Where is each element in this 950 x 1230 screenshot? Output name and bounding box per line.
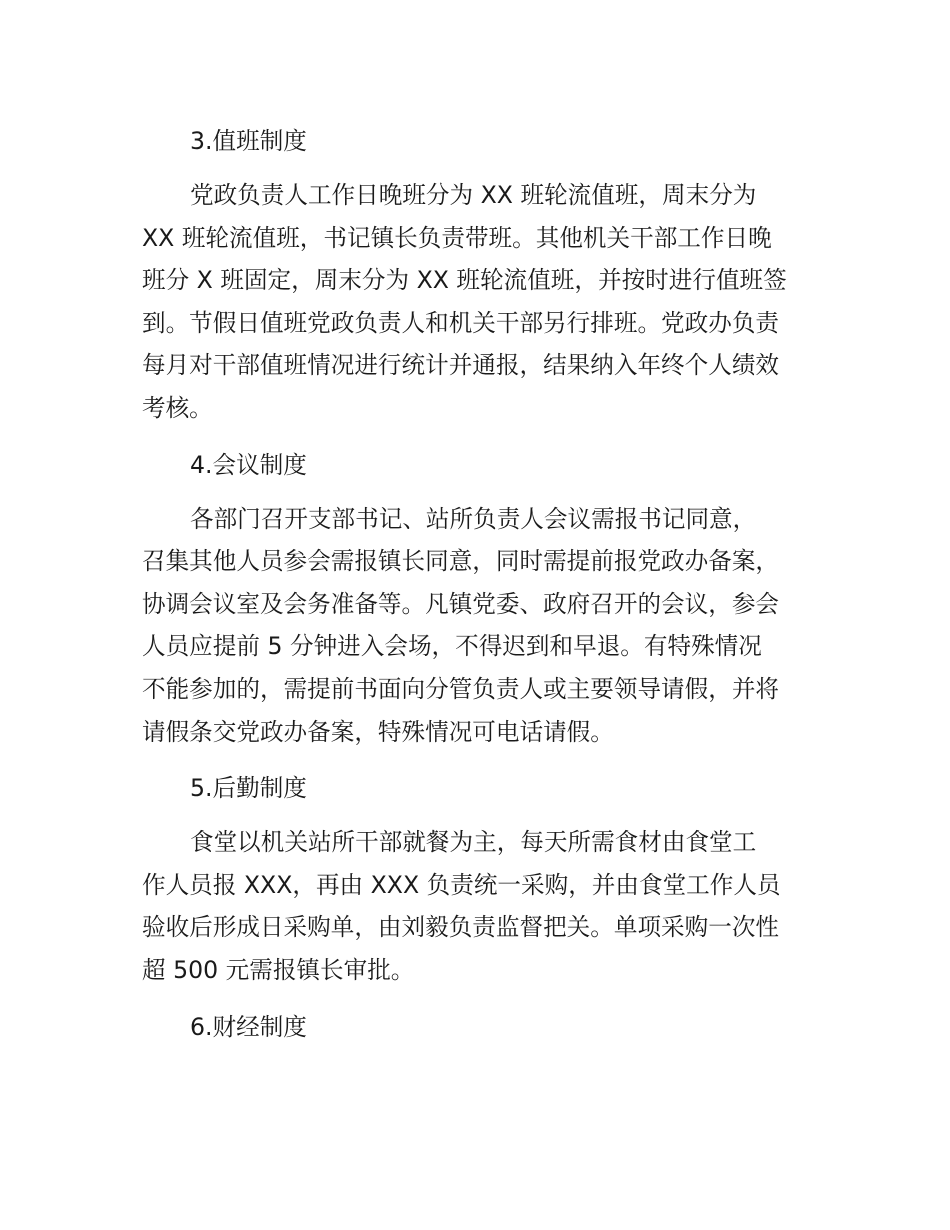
paragraph-line: 人员应提前 5 分钟进入会场，不得迟到和早退。有特殊情况 — [142, 632, 762, 661]
paragraph-line: 作人员报 XXX，再由 XXX 负责统一采购，并由食堂工作人员 — [142, 870, 781, 899]
paragraph-line: 党政负责人工作日晚班分为 XX 班轮流值班，周末分为 — [190, 181, 757, 209]
paragraph-line: 各部门召开支部书记、站所负责人会议需报书记同意， — [190, 504, 757, 533]
section-paragraph — [142, 821, 812, 991]
section-heading: 4.会议制度 — [190, 450, 307, 479]
section-paragraph — [142, 174, 812, 430]
paragraph-line: 班分 X 班固定，周末分为 XX 班轮流值班，并按时进行值班签 — [142, 266, 787, 295]
section-duty-system — [142, 120, 812, 444]
section-meeting-system — [142, 444, 812, 768]
section-heading: 5.后勤制度 — [190, 774, 307, 803]
section-paragraph — [142, 498, 812, 754]
section-logistics-system — [142, 767, 812, 1005]
paragraph-line: 每月对干部值班情况进行统计并通报，结果纳入年终个人绩效 — [142, 351, 780, 380]
paragraph-line: 到。节假日值班党政负责人和机关干部另行排班。党政办负责 — [142, 308, 780, 337]
paragraph-line: 超 500 元需报镇长审批。 — [142, 955, 415, 984]
document-body — [142, 120, 812, 1048]
paragraph-line: 不能参加的，需提前书面向分管负责人或主要领导请假，并将 — [142, 674, 780, 703]
paragraph-line: 验收后形成日采购单，由刘毅负责监督把关。单项采购一次性 — [142, 913, 780, 942]
section-finance-system — [142, 1006, 812, 1048]
section-heading: 6.财经制度 — [190, 1012, 307, 1041]
paragraph-line: 食堂以机关站所干部就餐为主，每天所需食材由食堂工 — [190, 828, 757, 857]
section-heading: 3.值班制度 — [190, 127, 307, 155]
paragraph-line: 协调会议室及会务准备等。凡镇党委、政府召开的会议，参会 — [142, 589, 780, 618]
paragraph-line: 召集其他人员参会需报镇长同意，同时需提前报党政办备案， — [142, 547, 780, 576]
paragraph-line: 考核。 — [142, 393, 213, 422]
paragraph-line: XX 班轮流值班，书记镇长负责带班。其他机关干部工作日晚 — [142, 223, 772, 252]
paragraph-line: 请假条交党政办备案，特殊情况可电话请假。 — [142, 717, 614, 746]
